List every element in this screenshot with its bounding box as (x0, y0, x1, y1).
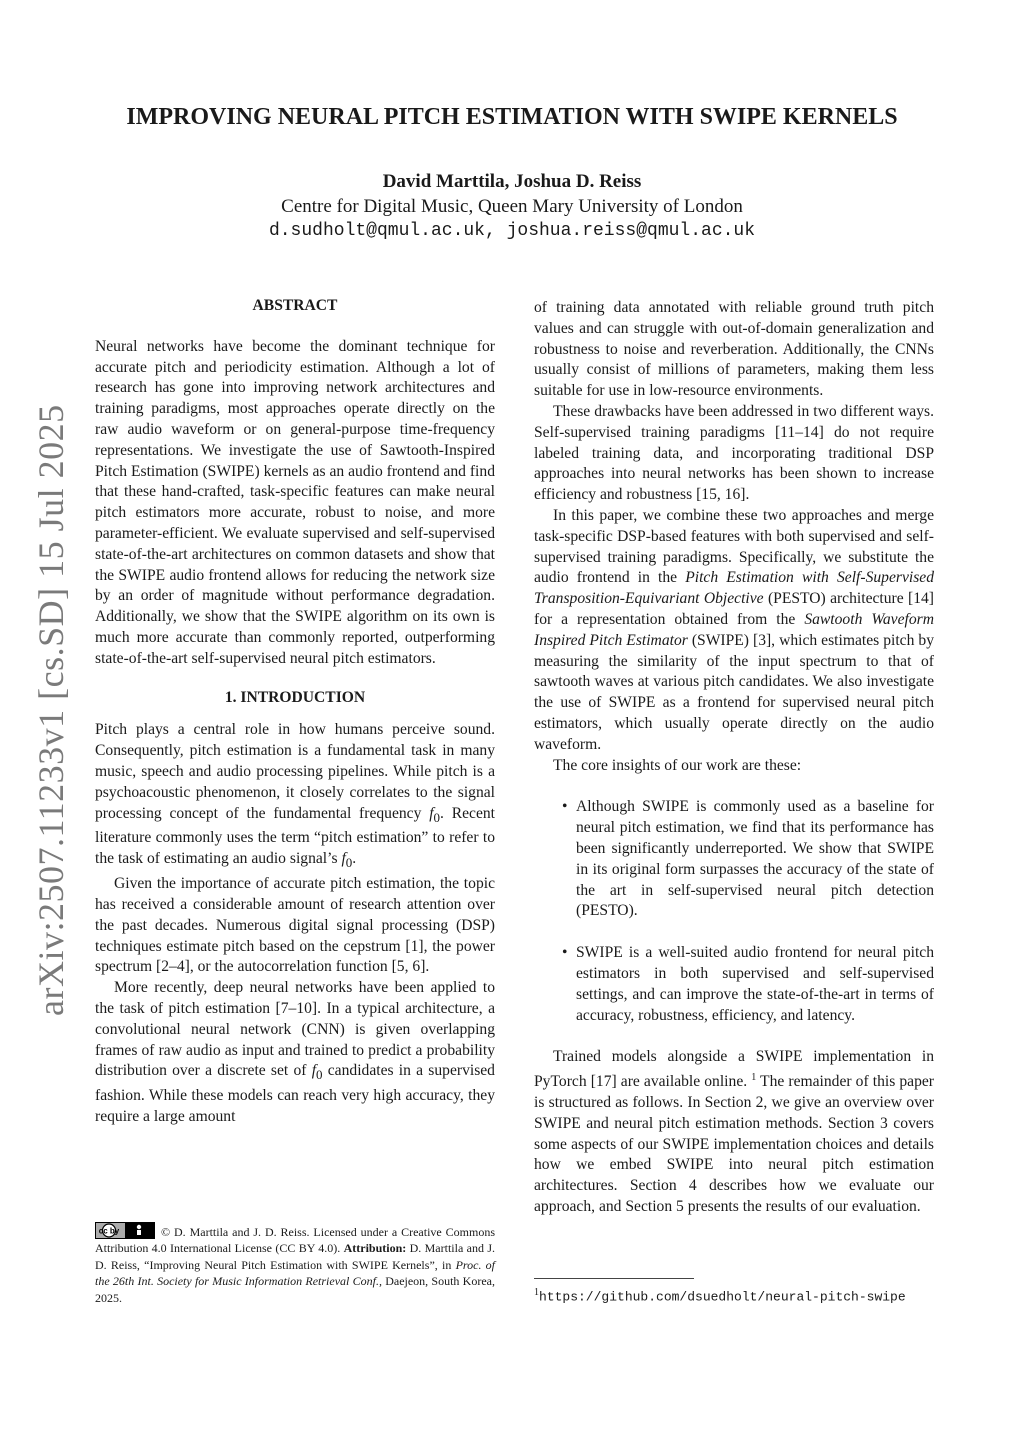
intro-paragraph-6: In this paper, we combine these two approaches and merge task-specific DSP-based features with both supervised and self-supervised training paradigms. Specifically, we substitute the audio frontend in the Pitch Estimation with Self-Supervised Transposition-Equivariant Objective (PESTO) architecture [14] for a representation obtained from the Sawtooth Waveform Inspired Pitch Estimator (SWIPE) [3], which estimates pitch by measuring the similarity of the input spectrum to that of sawtooth waves at various pitch candidates. We also investigate the use of SWIPE as a frontend for supervised neural pitch estimators, which usually operate directly on the audio waveform. (534, 506, 934, 753)
intro-paragraph-7: The core insights of our work are these: (553, 756, 802, 774)
arxiv-identifier[interactable]: arXiv:2507.11233v1 [cs.SD] 15 Jul 2025 (31, 404, 71, 1016)
right-column (534, 298, 934, 1218)
left-column (95, 296, 495, 1128)
intro-paragraph-8: Trained models alongside a SWIPE implementation in PyTorch [17] are available online. $^1$ The remainder of this paper is structured as follows. In Section 2, we give an overview over SWIPE and neural pitch estimation methods. Section 3 covers some aspects of our SWIPE implementation choices and details how we embed SWIPE into neural pitch estimation architectures. Section 4 describes how we evaluate our approach, and Section 5 presents the results of our evaluation. (534, 1048, 934, 1216)
introduction-heading: 1. INTRODUCTION (224, 688, 366, 706)
paper-title: IMPROVING NEURAL PITCH ESTIMATION WITH SWIPE KERNELS (126, 104, 898, 130)
list-item: • SWIPE is a well-suited audio frontend for neural pitch estimators in both supervised and self-supervised settings, and can improve the state-of-the-art in terms of accuracy, robustness, efficiency, and latency. (534, 943, 934, 1026)
footnote-marker[interactable]: 1 (751, 1072, 757, 1084)
author-emails[interactable]: d.sudholt@qmul.ac.uk, joshua.reiss@qmul.ac.uk (268, 221, 756, 241)
list-item: • Although SWIPE is commonly used as a baseline for neural pitch estimation, we find that its performance has been significantly underreported. We show that SWIPE in its original form surpasses the accuracy of the state of the art in self-supervised neural pitch detection (PESTO). (534, 797, 934, 922)
author-names: David Marttila, Joshua D. Reiss (382, 171, 642, 192)
abstract-heading: ABSTRACT (252, 297, 338, 314)
intro-paragraph-3: More recently, deep neural networks have been applied to the task of pitch estimation [7–10]. In a typical architecture, a convolutional neural network (CNN) is given overlapping frames of raw audio as input and trained to predict a probability distribution over a discrete set of $f_0$ candidates in a supervised fashion. While these models can reach very high accuracy, they require a large amount (95, 979, 495, 1126)
intro-paragraph-5: These drawbacks have been addressed in two different ways. Self-supervised training paradigms [11–14] do not require labeled training data, and incorporating traditional DSP approaches into neural networks has been shown to increase efficiency and robustness [15, 16]. (534, 402, 934, 504)
license-footnote: cc by © D. Marttila and J. D. Reiss. Licensed under a Creative Commons Attribution 4.0 International License (CC BY 4.0). Attribution: D. Marttila and J. D. Reiss, “Improving Neural Pitch Estimation with SWIPE Kernels”, in Proc. of the 26th Int. Society for Music Information Retrieval Conf., Daejeon, South Korea, 2025. (95, 1222, 495, 1306)
footnote-url-link[interactable]: https://github.com/dsuedholt/neural-pitch-swipe (539, 1289, 906, 1305)
cc-by-badge-icon[interactable] (95, 1222, 155, 1239)
footnote-number: 1 (534, 1287, 539, 1298)
footnote-1 (534, 1284, 934, 1305)
cc-badge-label: cc by (98, 1226, 120, 1236)
intro-paragraph-4: of training data annotated with reliable ground truth pitch values and can struggle with out-of-domain generalization and robustness to noise and reverberation. Additionally, the CNNs usually consist of millions of parameters, making them less suitable for use in low-resource environments. (534, 299, 934, 400)
core-insights-list (534, 797, 934, 1026)
abstract-text: Neural networks have become the dominant technique for accurate pitch and periodicity estimation. Although a lot of research has gone into improving network architectures and training paradigms, most approaches operate directly on the raw audio waveform or on general-purpose time-frequency representations. We investigate the use of Sawtooth-Inspired Pitch Estimation (SWIPE) kernels as an audio frontend and find that these hand-crafted, task-specific features can make neural pitch estimators more accurate, robust to noise, and more parameter-efficient. We evaluate supervised and self-supervised state-of-the-art architectures on common datasets and show that the SWIPE audio frontend allows for reducing the network size by an order of magnitude without performance degradation. Additionally, we show that the SWIPE algorithm on its own is much more accurate than commonly reported, outperforming state-of-the-art self-supervised neural pitch estimators. (95, 337, 495, 667)
intro-paragraph-2: Given the importance of accurate pitch estimation, the topic has received a considerable amount of research attention over the past decades. Numerous digital signal processing (DSP) techniques estimate pitch based on the cepstrum [1], the power spectrum [2–4], or the autocorrelation function [5, 6]. (95, 875, 495, 976)
footnote-divider (534, 1278, 694, 1279)
affiliation: Centre for Digital Music, Queen Mary University of London (281, 196, 743, 217)
intro-paragraph-1: Pitch plays a central role in how humans perceive sound. Consequently, pitch estimation is a fundamental task in many music, speech and audio processing pipelines. While pitch is a psychoacoustic phenomenon, it closely correlates to the signal processing concept of the fundamental frequency $f_0$. Recent literature commonly uses the term “pitch estimation” to refer to the task of estimating an audio signal’s $f_0$. (95, 721, 496, 871)
